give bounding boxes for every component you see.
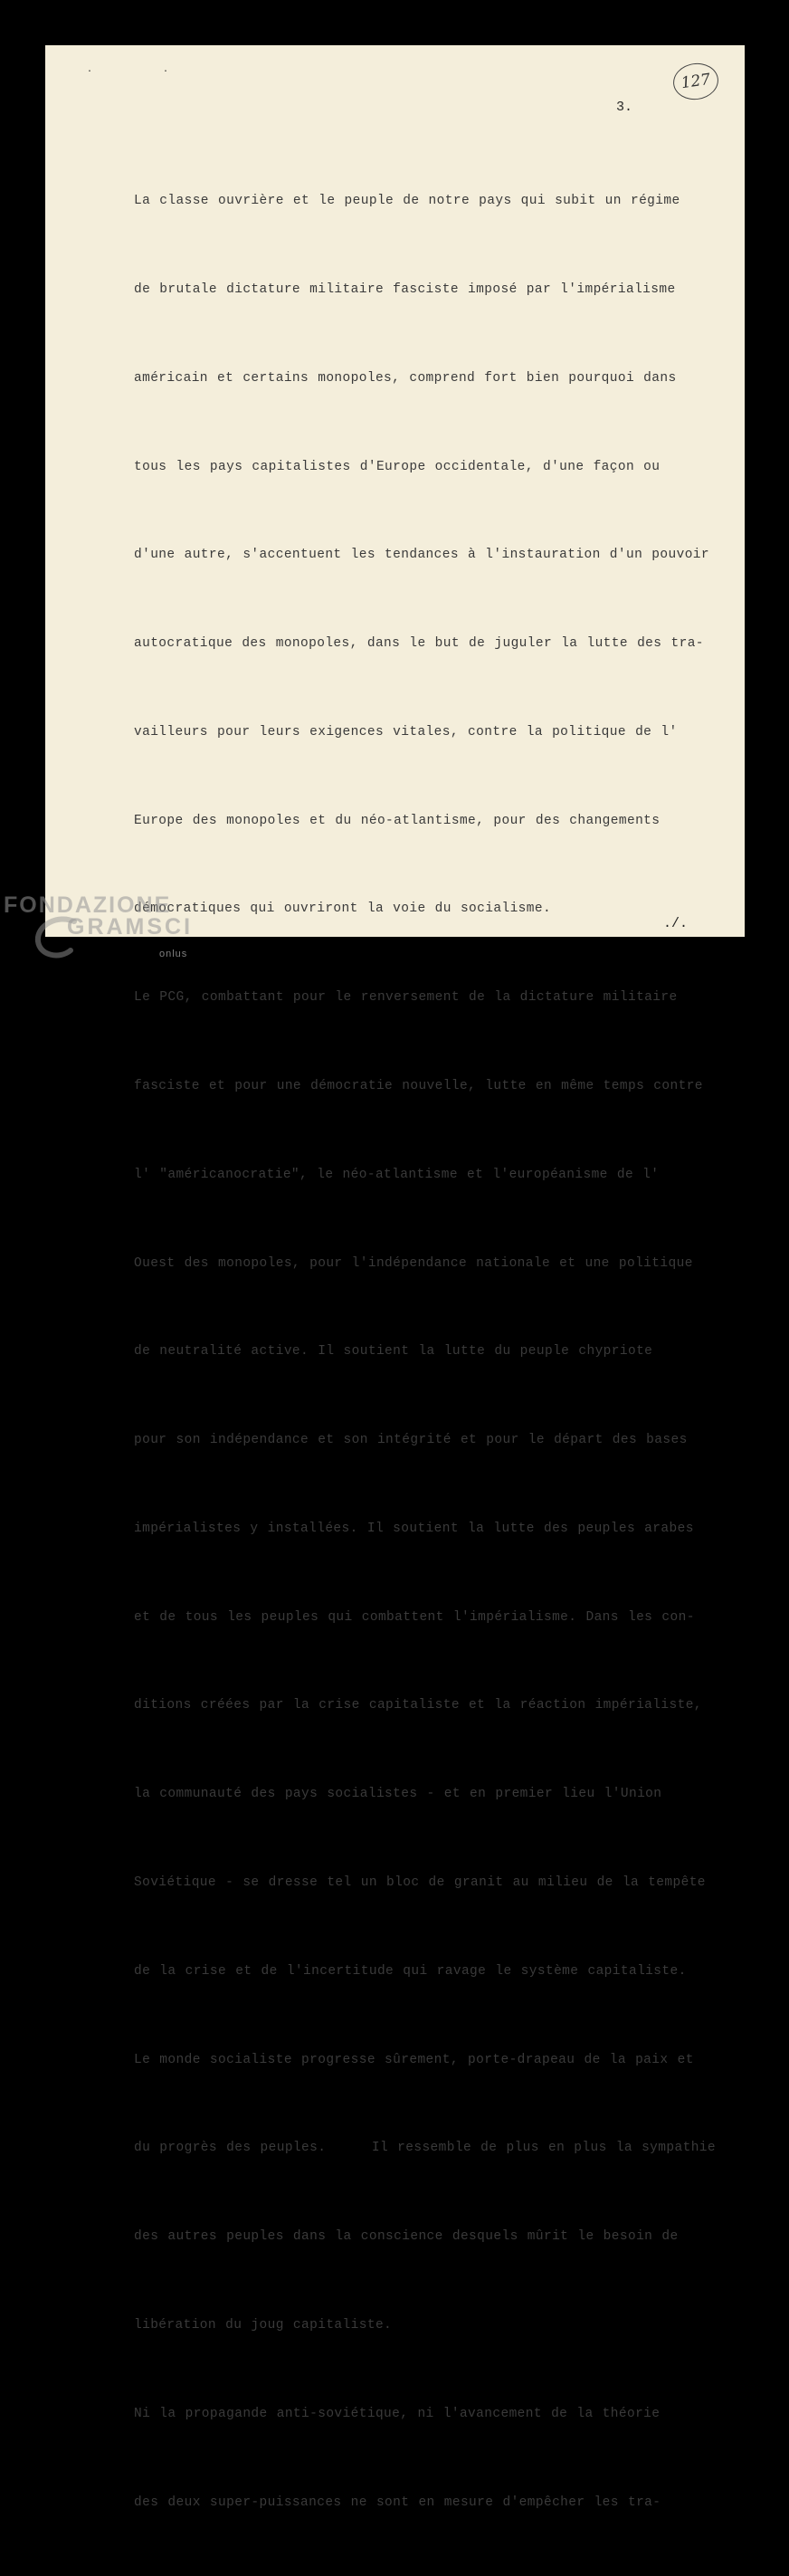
text-line: Ni la propagande anti-soviétique, ni l'avancement de la théorie [134,2406,661,2421]
text-line: de neutralité active. Il soutient la lutte du peuple chypriote [134,1344,653,1360]
corner-marks: . . [87,65,202,75]
text-line: tous les pays capitalistes d'Europe occidentale, d'une façon ou [134,459,661,474]
text-line: pour son indépendance et son intégrité et pour le départ des bases [134,1433,688,1448]
text-line: américain et certains monopoles, comprend fort bien pourquoi dans [134,370,677,386]
text-line: Le monde socialiste progresse sûrement, porte-drapeau de la paix et [134,2052,694,2067]
text-line: impérialistes y installées. Il soutient la lutte des peuples arabes [134,1521,694,1536]
text-line: fasciste et pour une démocratie nouvelle, lutte en même temps contre [134,1079,703,1093]
watermark-line-1: FONDAZIONE [4,892,172,918]
text-line: Le PCG, combattant pour le renversement de la dictature militaire [134,990,678,1006]
text-line: l' "américanocratie", le néo-atlantisme et l'européanisme de l' [134,1167,660,1182]
text-line: démocratiques qui ouvriront la voie du socialisme. [134,902,552,917]
text-line: la communauté des pays socialistes - et en premier lieu l'Union [134,1787,662,1802]
text-line: Ouest des monopoles, pour l'indépendance nationale et une politique [134,1255,693,1271]
text-line: Soviétique - se dresse tel un bloc de granit au milieu de la tempête [134,1875,706,1891]
text-line: du progrès des peuples. Il ressemble de plus en plus la sympathie [134,2141,716,2156]
text-line: Europe des monopoles et du néo-atlantisme, pour des changements [134,813,661,828]
text-line: ditions créées par la crise capitaliste et la réaction impérialiste, [134,1698,702,1713]
text-line: vailleurs pour leurs exigences vitales, contre la politique de l' [134,724,678,739]
watermark-line-3: onlus [159,949,188,959]
body-text [134,128,749,2576]
text-line: des autres peuples dans la conscience desquels mûrit le besoin de [134,2229,679,2245]
continuation-mark: ./. [663,916,689,931]
text-line: de brutale dictature militaire fasciste imposé par l'impérialisme [134,281,676,297]
text-line: et de tous les peuples qui combattent l'impérialisme. Dans les con- [134,1609,695,1625]
text-line: des deux super-puissances ne sont en mesure d'empêcher les tra- [134,2495,661,2510]
archive-stamp-number: 127 [670,61,720,103]
text-line: de la crise et de l'incertitude qui ravage le système capitaliste. [134,1963,687,1979]
text-line: La classe ouvrière et le peuple de notre pays qui subit un régime [134,194,680,209]
watermark-line-2: GRAMSCI [67,914,194,940]
text-line: libération du joug capitaliste. [134,2317,393,2333]
text-line: autocratique des monopoles, dans le but de juguler la lutte des tra- [134,636,704,652]
text-line: d'une autre, s'accentuent les tendances à l'instauration d'un pouvoir [134,548,709,563]
page-number: 3. [616,100,633,115]
